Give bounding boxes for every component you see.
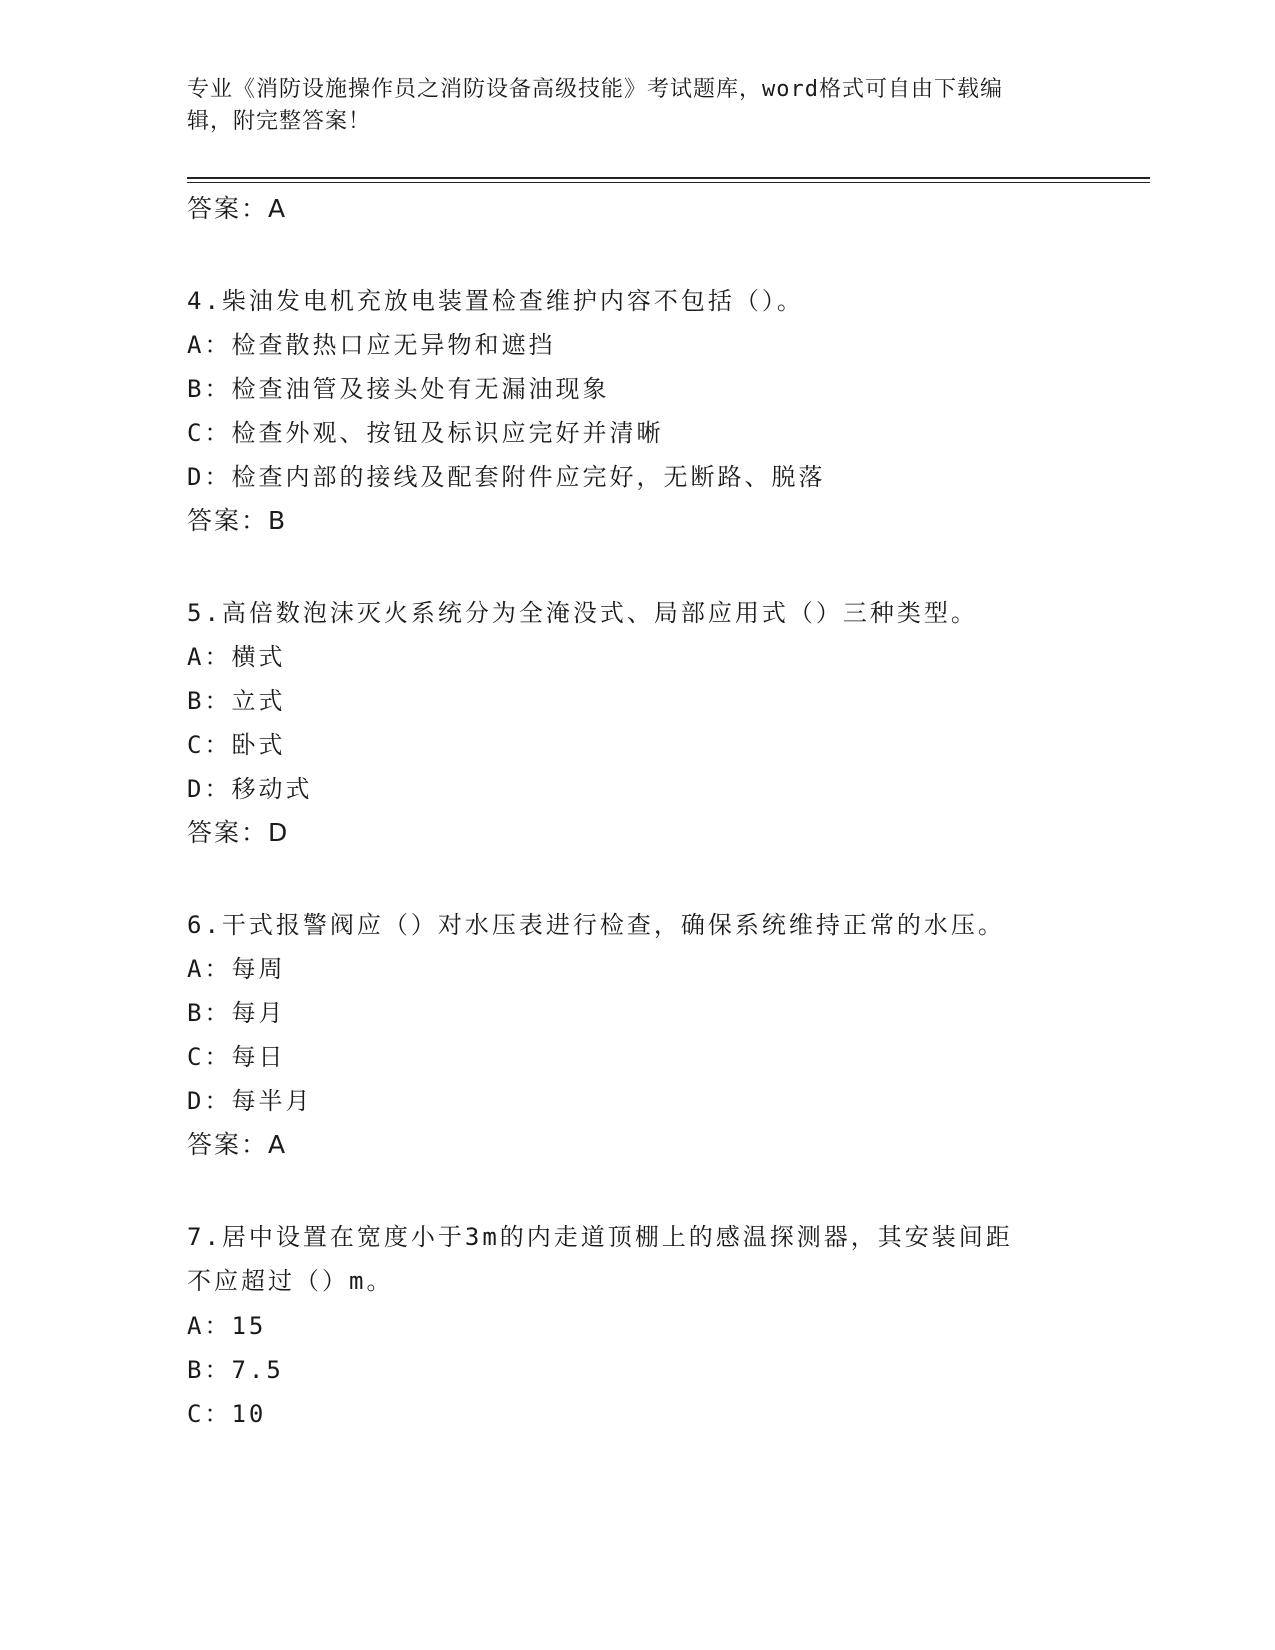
- option-c: C：检查外观、按钮及标识应完好并清晰: [187, 419, 664, 447]
- answer-label: 答案：D: [187, 818, 290, 847]
- question-stem-continued: 不应超过（）m。: [187, 1267, 394, 1295]
- option-c: C：卧式: [187, 731, 286, 759]
- question-stem: 4.柴油发电机充放电装置检查维护内容不包括（）。: [187, 287, 804, 315]
- question-stem: 6.干式报警阀应（）对水压表进行检查，确保系统维持正常的水压。: [187, 911, 1005, 939]
- header-line-2: 辑，附完整答案！: [187, 109, 372, 134]
- option-a: A：检查散热口应无异物和遮挡: [187, 331, 556, 359]
- header-text: [187, 74, 1067, 138]
- option-b: B：7.5: [187, 1356, 284, 1384]
- answer-label: 答案：A: [187, 194, 288, 223]
- option-c: C：每日: [187, 1043, 286, 1071]
- option-a: A：每周: [187, 955, 286, 983]
- option-b: B：每月: [187, 999, 286, 1027]
- option-d: D：每半月: [187, 1087, 313, 1115]
- question-stem: 5.高倍数泡沫灭火系统分为全淹没式、局部应用式（）三种类型。: [187, 599, 978, 627]
- question-stem: 7.居中设置在宽度小于3m的内走道顶棚上的感温探测器，其安装间距: [187, 1223, 1013, 1251]
- option-a: A：15: [187, 1312, 267, 1340]
- option-a: A：横式: [187, 643, 286, 671]
- option-b: B：检查油管及接头处有无漏油现象: [187, 375, 610, 403]
- answer-label: 答案：B: [187, 506, 288, 535]
- header-divider-thick: [187, 177, 1150, 179]
- answer-label: 答案：A: [187, 1130, 288, 1159]
- option-d: D：移动式: [187, 775, 313, 803]
- option-b: B：立式: [187, 687, 286, 715]
- option-c: C：10: [187, 1400, 267, 1428]
- option-d: D：检查内部的接线及配套附件应完好，无断路、脱落: [187, 463, 826, 491]
- header-line-1: 专业《消防设施操作员之消防设备高级技能》考试题库，word格式可自由下载编: [187, 77, 1003, 102]
- header-divider-thin: [187, 182, 1150, 183]
